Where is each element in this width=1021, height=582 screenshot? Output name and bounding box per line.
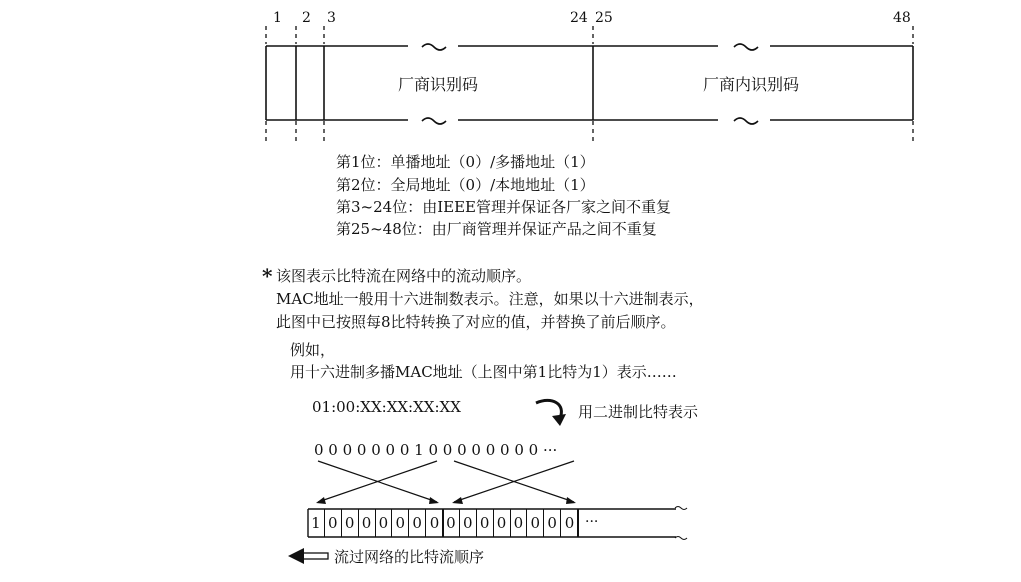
example-desc: 用十六进制多播MAC地址（上图中第1比特为1）表示…… xyxy=(290,363,677,381)
hex-mac-address: 01:00:XX:XX:XX:XX xyxy=(312,398,461,416)
bit-cell: 0 xyxy=(342,509,359,537)
note-line-3: 此图中已按照每8比特转换了对应的值，并替换了前后顺序。 xyxy=(276,313,676,331)
bit-sequence: 0 0 0 0 0 0 0 1 0 0 0 0 0 0 0 0 ··· xyxy=(314,441,558,459)
bit-note-1: 第1位：单播地址（0）/多播地址（1） xyxy=(336,153,595,171)
bit-cell: 0 xyxy=(359,509,376,537)
byte-swap-arrows xyxy=(318,461,574,502)
bit-cell: 0 xyxy=(511,509,528,537)
arrowheads xyxy=(316,497,576,504)
bit-label-1: 1 xyxy=(273,10,282,26)
vendor-id-field: 厂商识别码 xyxy=(398,75,479,94)
example-intro: 例如， xyxy=(290,341,336,359)
bit-cell: 1 xyxy=(308,509,325,537)
bit-label-25: 25 xyxy=(595,10,613,26)
top-ticks xyxy=(266,26,913,44)
bottom-ticks xyxy=(266,121,913,143)
note-line-2: MAC地址一般用十六进制数表示。注意，如果以十六进制表示， xyxy=(276,290,704,308)
flow-label: 流过网络的比特流顺序 xyxy=(334,548,485,566)
bit-label-2: 2 xyxy=(302,10,311,26)
convert-arrow-icon xyxy=(536,400,566,426)
bit-cell: 0 xyxy=(564,514,575,532)
bitstream-tildes xyxy=(675,507,687,540)
bit-cell: 0 xyxy=(376,509,393,537)
bitstream-box xyxy=(308,509,578,537)
bit-cell: 0 xyxy=(392,509,409,537)
vendor-internal-id-field: 厂商内识别码 xyxy=(703,75,800,94)
flow-direction-arrow-icon xyxy=(288,548,328,564)
bit-cell: 0 xyxy=(429,514,440,532)
bit-cell: 0 xyxy=(477,509,494,537)
bit-label-3: 3 xyxy=(327,10,336,26)
bit-cell: 0 xyxy=(527,509,544,537)
bit-label-48: 48 xyxy=(893,10,911,26)
bit-cell: 0 xyxy=(494,509,511,537)
note-line-1: 该图表示比特流在网络中的流动顺序。 xyxy=(276,267,532,285)
bit-note-25-48: 第25~48位：由厂商管理并保证产品之间不重复 xyxy=(336,220,657,238)
bit-cell: 0 xyxy=(544,509,561,537)
binary-label: 用二进制比特表示 xyxy=(578,403,699,421)
bit-cell: 0 xyxy=(460,509,477,537)
bit-label-24: 24 xyxy=(570,10,588,26)
mac-frame xyxy=(266,46,913,120)
bit-cell: 0 xyxy=(325,509,342,537)
bit-note-2: 第2位：全局地址（0）/本地地址（1） xyxy=(336,176,595,194)
bit-cell: 0 xyxy=(443,509,460,537)
bitstream-ellipsis: ··· xyxy=(585,514,599,530)
bit-cell: 0 xyxy=(409,509,426,537)
note-marker: * xyxy=(262,264,273,288)
bit-note-3-24: 第3~24位：由IEEE管理并保证各厂家之间不重复 xyxy=(336,198,671,216)
